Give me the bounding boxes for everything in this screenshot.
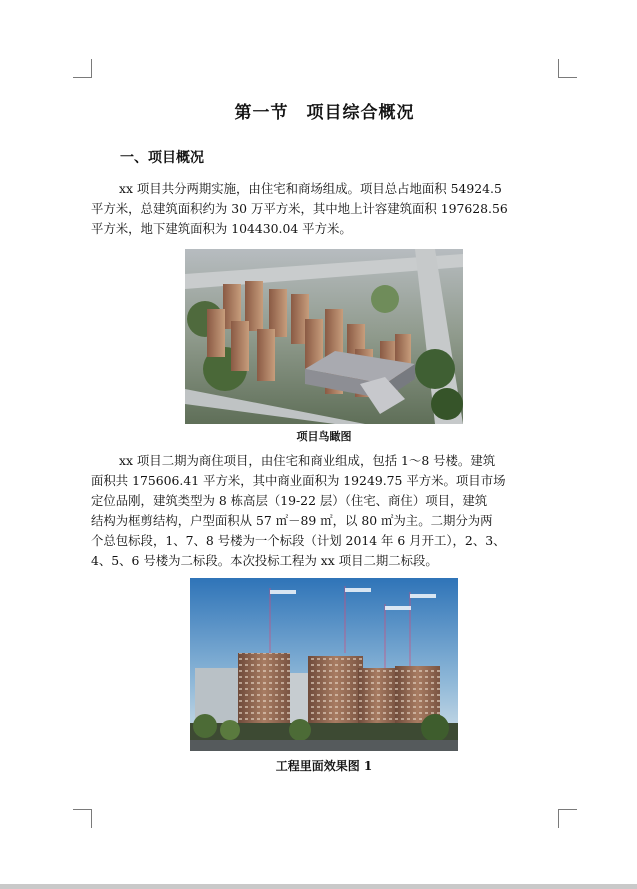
- paragraph-line: 平方米，地下建筑面积为 104430.04 平方米。: [91, 221, 352, 236]
- section-title: 第一节 项目综合概况: [234, 103, 415, 123]
- paragraph-line: 平方米，总建筑面积约为 30 万平方米，其中地上计容建筑面积 197628.56: [91, 201, 508, 216]
- page-bottom-edge: [0, 884, 637, 889]
- crop-mark-top-right: [558, 59, 577, 78]
- heading-project-overview: 一、项目概况: [120, 150, 204, 166]
- figure-1-caption: 项目鸟瞰图: [296, 430, 352, 443]
- paragraph-line: 结构为框剪结构，户型面积从 57 ㎡－89 ㎡，以 80 ㎡为主。二期分为两: [91, 513, 493, 528]
- paragraph-2: [91, 451, 561, 571]
- paragraph-line: 面积共 175606.41 平方米，其中商业面积为 19249.75 平方米。项目市场: [91, 473, 506, 488]
- aerial-view-image: [185, 249, 463, 424]
- paragraph-line: 4、5、6 号楼为二标段。本次投标工程为 xx 项目二期二标段。: [91, 553, 438, 568]
- paragraph-line: 定位品刚，建筑类型为 8 栋高层（19-22 层）（住宅、商住）项目，建筑: [91, 493, 488, 508]
- figure-2-caption: 工程里面效果图 1: [275, 759, 373, 773]
- paragraph-1: [91, 179, 561, 239]
- paragraph-line: 个总包标段，1、7、8 号楼为一个标段（计划 2014 年 6 月开工），2、3、: [91, 533, 506, 548]
- crop-mark-bottom-right: [558, 809, 577, 828]
- elevation-rendering-image: [190, 578, 458, 751]
- paragraph-line: xx 项目共分两期实施，由住宅和商场组成。项目总占地面积 54924.5: [119, 181, 502, 196]
- paragraph-line: xx 项目二期为商住项目，由住宅和商业组成，包括 1～8 号楼。建筑: [119, 453, 496, 468]
- crop-mark-top-left: [73, 59, 92, 78]
- crop-mark-bottom-left: [73, 809, 92, 828]
